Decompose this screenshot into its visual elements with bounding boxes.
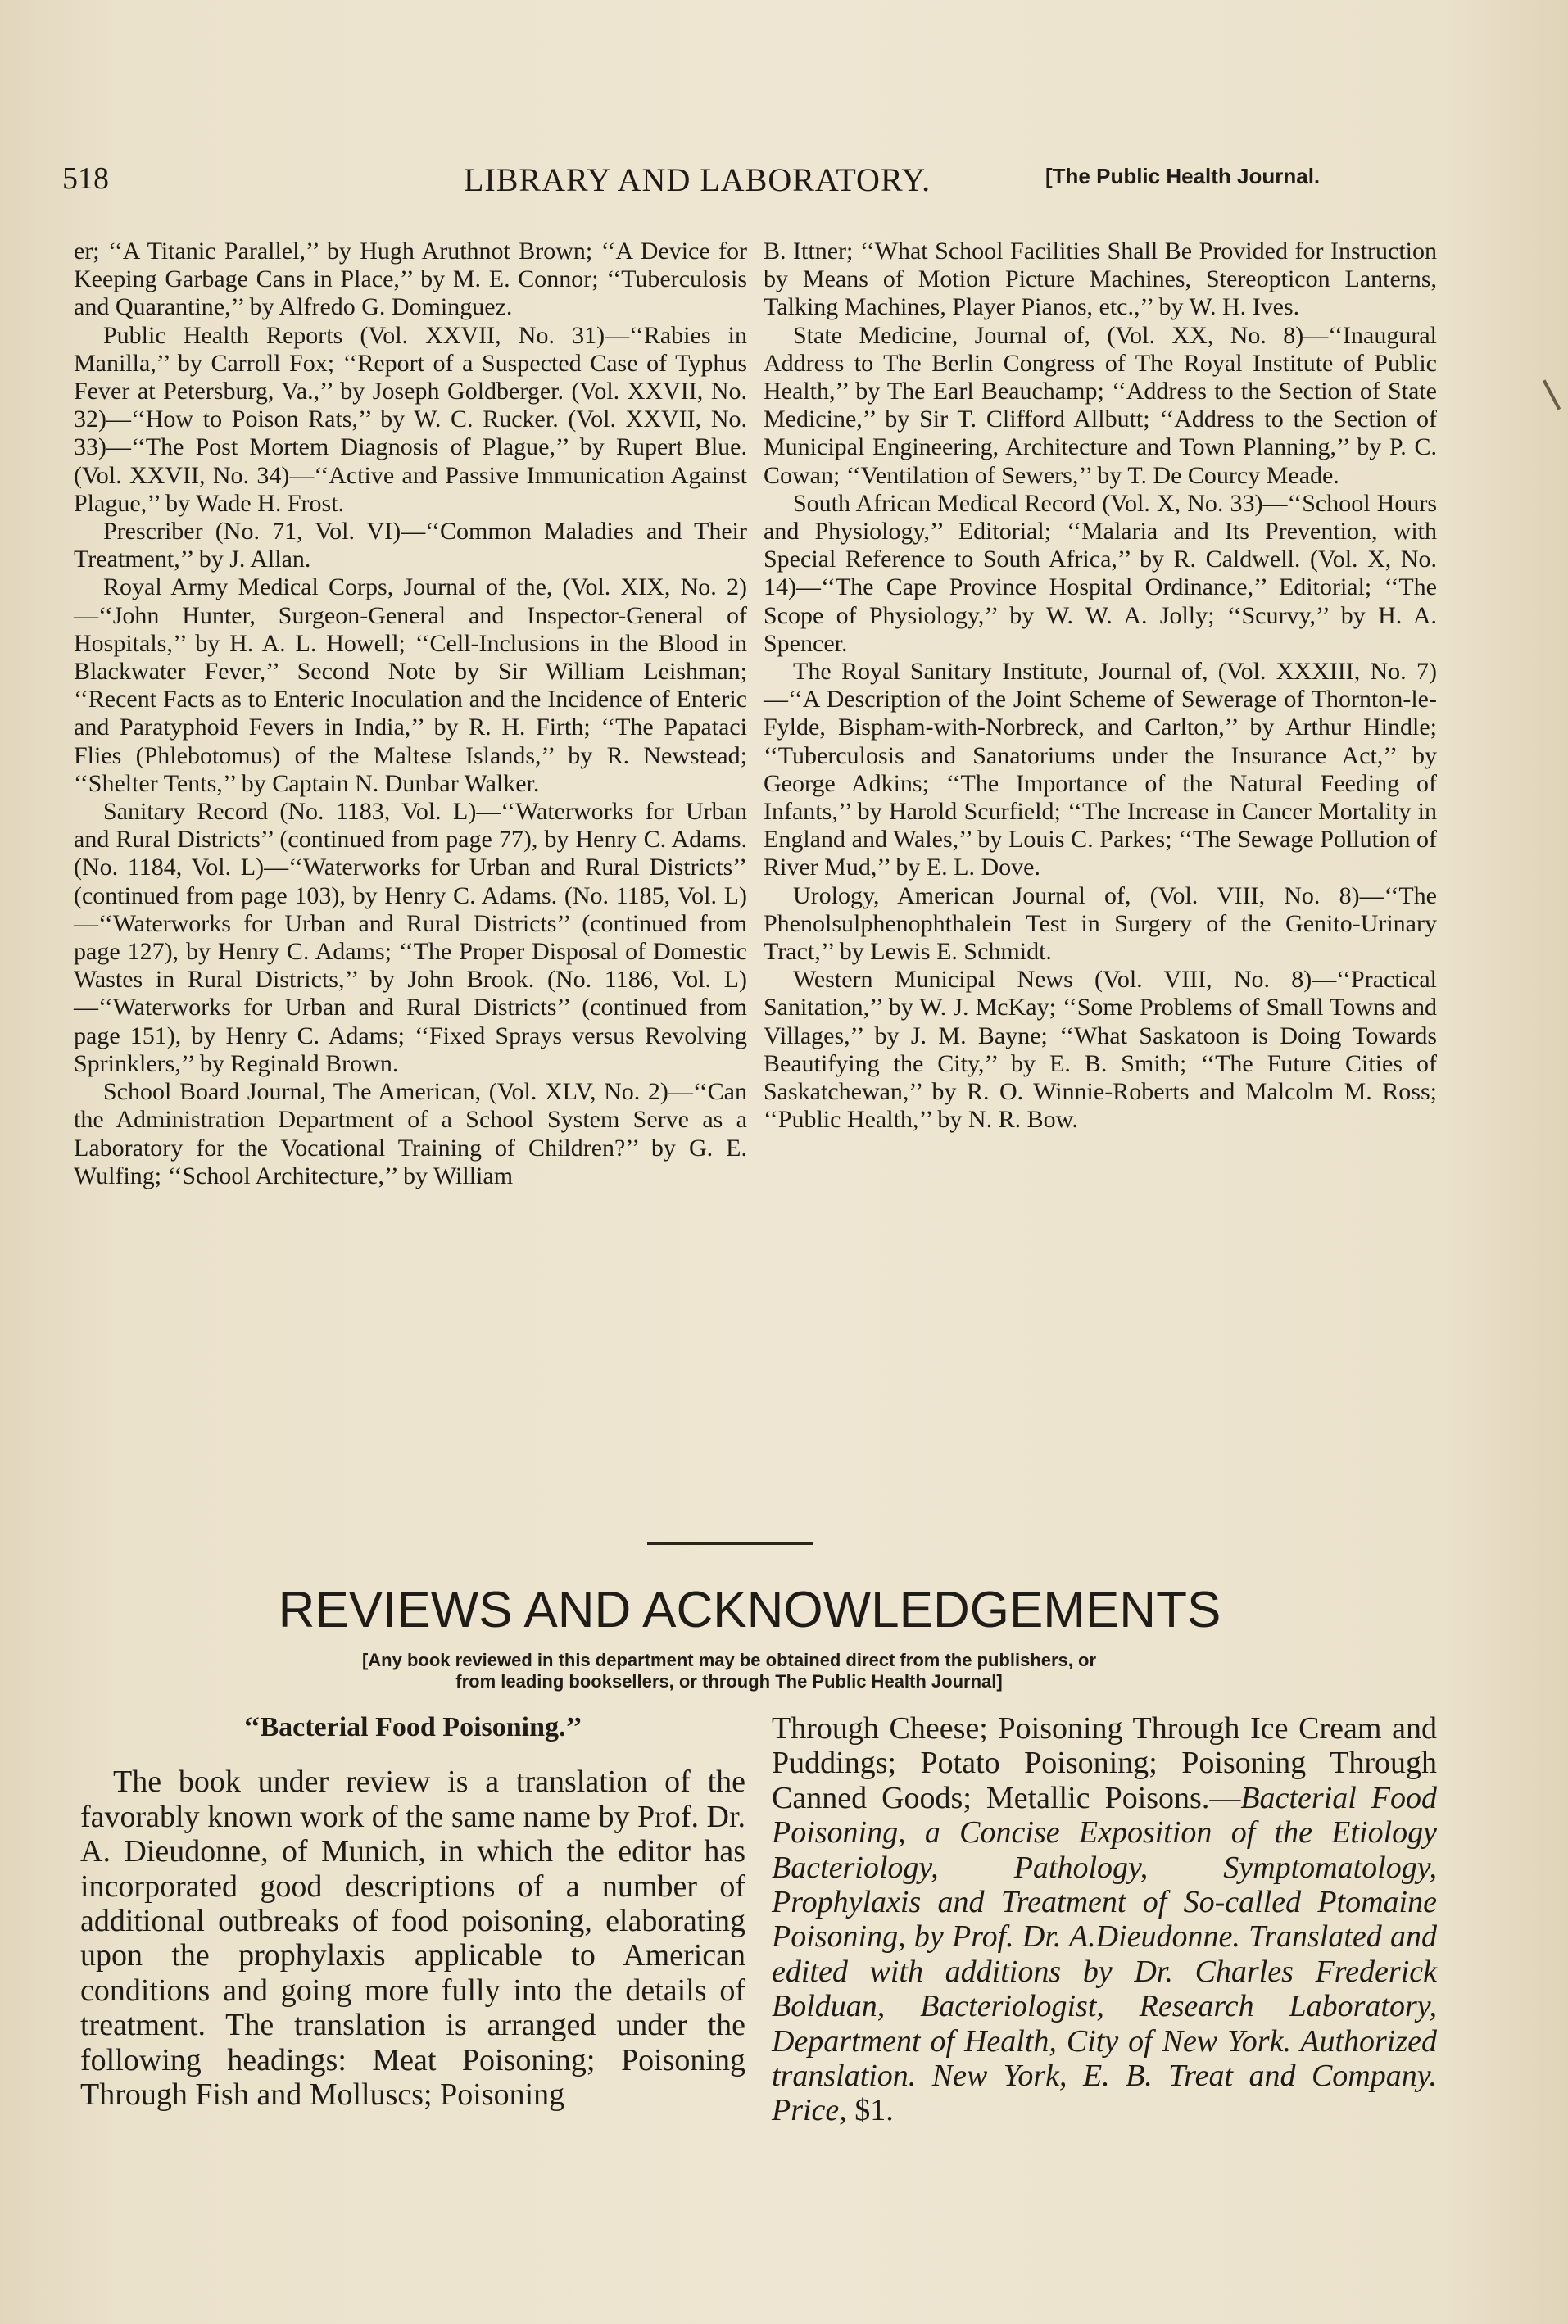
review-right-column (772, 1711, 1437, 2128)
entry-paragraph: Prescriber (No. 71, Vol. VI)—‘‘Common Maladies and Their Treatment,’’ by J. Allan. (74, 518, 747, 573)
entry-paragraph: Urology, American Journal of, (Vol. VIII, No. 8)—‘‘The Phenolsulphenophthalein Test in Surgery of the Genito-Urinary Tract,’’ by Lewis E. Schmidt. (764, 881, 1437, 966)
review-body-continued (772, 1711, 1437, 2128)
entry-paragraph: er; ‘‘A Titanic Parallel,’’ by Hugh Aruthnot Brown; ‘‘A Device for Keeping Garbage Cans in Place,’’ by M. E. Connor; ‘‘Tuberculosis and Quarantine,’’ by Alfredo G. Dominguez. (74, 238, 747, 321)
entry-paragraph: Public Health Reports (Vol. XXVII, No. 31)—‘‘Rabies in Manilla,’’ by Carroll Fox; ‘‘Report of a Suspected Case of Typhus Fever at Petersburg, Va.,’’ by Joseph Goldberger. (Vol. XXVII, No. 32)—‘‘How to Poison Rats,’’ by W. C. Rucker. (Vol. XXVII, No. 33)—‘‘The Post Mortem Diagnosis of Plague,’’ by Rupert Blue. (Vol. XXVII, No. 34)—‘‘Active and Passive Immunication Against Plague,’’ by Wade H. Frost. (74, 321, 747, 517)
section-divider (647, 1542, 813, 1545)
entry-paragraph: State Medicine, Journal of, (Vol. XX, No. 8)—‘‘Inaugural Address to The Berlin Congress of The Royal Institute of Public Health,’’ by The Earl Beauchamp; ‘‘Address to the Section of State Medicine,’’ by Sir T. Clifford Allbutt; ‘‘Address to the Section of Municipal Engineering, Architecture and Town Planning,’’ by P. C. Cowan; ‘‘Ventilation of Sewers,’’ by T. De Courcy Meade. (764, 321, 1437, 489)
review-left-column (80, 1710, 745, 2112)
book-price: $1. (854, 2093, 894, 2128)
review-body-continued-text: Through Cheese; Poisoning Through Ice Cream and Puddings; Potato Poisoning; Poisoning Through Canned Goods; Metallic Poisons.— (772, 1711, 1437, 1815)
entry-paragraph: School Board Journal, The American, (Vol. XLV, No. 2)—‘‘Can the Administration Department of a School System Serve as a Laboratory for the Vocational Training of Children?’’ by G. E. Wulfing; ‘‘School Architecture,’’ by William (74, 1078, 747, 1189)
page-number: 518 (62, 161, 109, 196)
book-citation: Bacterial Food Poisoning, a Concise Exposition of the Etiology Bacteriology, Pathology, Symptomatology, Prophylaxis and Treatment of So-called Ptomaine Poisoning, by Prof. Dr. A.Dieudonne. Translated and edited with additions by Dr. Charles Frederick Bolduan, Bacteriologist, Research Laboratory, Department of Health, City of New York. Authorized translation. New York, E. B. Treat and Company. Price, (772, 1780, 1437, 2128)
review-title: ‘‘Bacterial Food Poisoning.’’ (243, 1712, 582, 1742)
entry-paragraph: Western Municipal News (Vol. VIII, No. 8)—‘‘Practical Sanitation,’’ by W. J. McKay; ‘‘Some Problems of Small Towns and Villages,’’ by J. M. Bayne; ‘‘What Saskatoon is Doing Towards Beautifying the City,’’ by E. B. Smith; ‘‘The Future Cities of Saskatchewan,’’ by R. O. Winnie-Roberts and Malcolm M. Ross; ‘‘Public Health,’’ by N. R. Bow. (764, 966, 1437, 1134)
journal-reference: [The Public Health Journal. (1045, 164, 1321, 188)
left-column (74, 238, 747, 1190)
section-note-line: from leading booksellers, or through The Public Health Journal] (455, 1671, 1003, 1692)
page-header (62, 161, 1430, 210)
entry-paragraph: The Royal Sanitary Institute, Journal of, (Vol. XXXIII, No. 7)—‘‘A Description of the Joint Scheme of Sewerage of Thornton-le-Fylde, Bispham-with-Norbreck, and Carlton,’’ by Arthur Hindle; ‘‘Tuberculosis and Sanatoriums under the Insurance Act,’’ by George Adkins; ‘‘The Importance of the Natural Feeding of Infants,’’ by Harold Scurfield; ‘‘The Increase in Cancer Mortality in England and Wales,’’ by Louis C. Parkes; ‘‘The Sewage Pollution of River Mud,’’ by E. L. Dove. (764, 658, 1437, 881)
section-note-line: [Any book reviewed in this department may be obtained direct from the publishers, or (361, 1650, 1097, 1670)
right-column (764, 238, 1437, 1135)
section-title: REVIEWS AND ACKNOWLEDGEMENTS (278, 1582, 1221, 1638)
scan-mark (1543, 379, 1561, 410)
entry-paragraph: South African Medical Record (Vol. X, No. 33)—‘‘School Hours and Physiology,’’ Editorial; ‘‘Malaria and Its Prevention, with Special Reference to South Africa,’’ by R. Caldwell. (Vol. X, No. 14)—‘‘The Cape Province Hospital Ordinance,’’ Editorial; ‘‘The Scope of Physiology,’’ by W. W. A. Jolly; ‘‘Scurvy,’’ by H. A. Spencer. (764, 489, 1437, 657)
entry-paragraph: B. Ittner; ‘‘What School Facilities Shall Be Provided for Instruction by Means of Motion Picture Machines, Stereopticon Lanterns, Talking Machines, Player Pianos, etc.,’’ by W. H. Ives. (764, 238, 1437, 321)
running-title: LIBRARY AND LABORATORY. (464, 161, 931, 198)
entry-paragraph: Royal Army Medical Corps, Journal of the, (Vol. XIX, No. 2)—‘‘John Hunter, Surgeon-General and Inspector-General of Hospitals,’’ by H. A. L. Howell; ‘‘Cell-Inclusions in the Blood in Blackwater Fever,’’ Second Note by Sir William Leishman; ‘‘Recent Facts as to Enteric Inoculation and the Incidence of Enteric and Paratyphoid Fevers in India,’’ by R. H. Firth; ‘‘The Papataci Flies (Phlebotomus) of the Maltese Islands,’’ by R. Newstead; ‘‘Shelter Tents,’’ by Captain N. Dunbar Walker. (74, 573, 747, 797)
entry-paragraph: Sanitary Record (No. 1183, Vol. L)—‘‘Waterworks for Urban and Rural Districts’’ (continued from page 77), by Henry C. Adams. (No. 1184, Vol. L)—‘‘Waterworks for Urban and Rural Districts’’ (continued from page 103), by Henry C. Adams. (No. 1185, Vol. L)—‘‘Waterworks for Urban and Rural Districts’’ (continued from page 127), by Henry C. Adams; ‘‘The Proper Disposal of Domestic Wastes in Rural Districts,’’ by John Brook. (No. 1186, Vol. L)—‘‘Waterworks for Urban and Rural Districts’’ (continued from page 151), by Henry C. Adams; ‘‘Fixed Sprays versus Revolving Sprinklers,’’ by Reginald Brown. (74, 798, 747, 1077)
section-note (246, 1650, 1212, 1692)
review-body: The book under review is a translation of the favorably known work of the same name by Prof. Dr. A. Dieudonne, of Munich, in which the editor has incorporated good descriptions of a number of additional outbreaks of food poisoning, elaborating upon the prophylaxis applicable to American conditions and going more fully into the details of treatment. The translation is arranged under the following headings: Meat Poisoning; Poisoning Through Fish and Molluscs; Poisoning (80, 1765, 745, 2113)
